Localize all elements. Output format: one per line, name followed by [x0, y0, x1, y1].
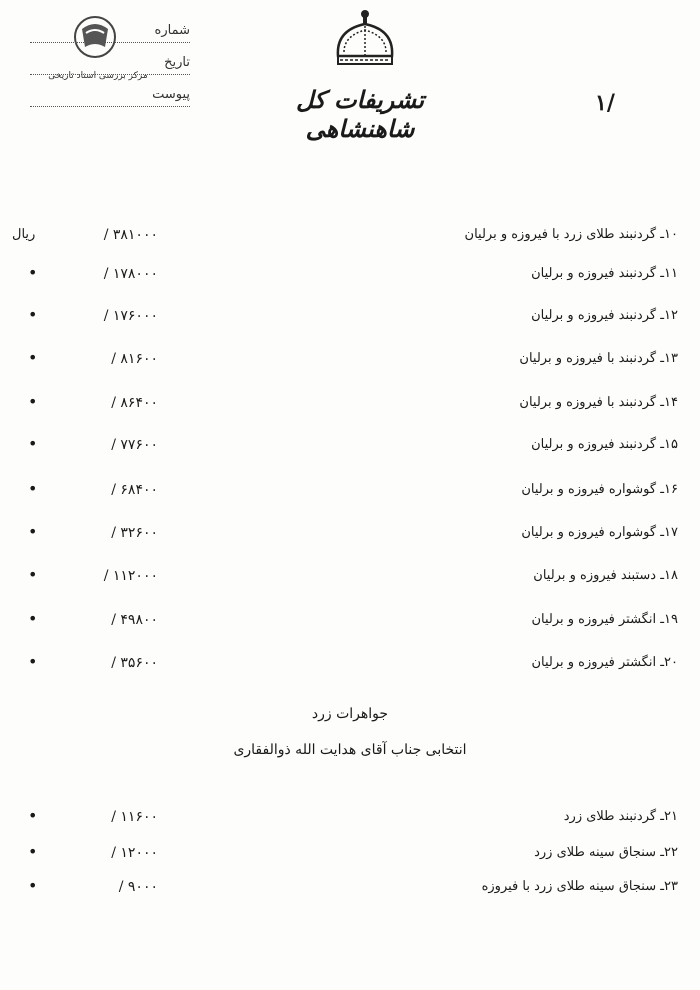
item-description: ۲۱ـ گردنبند طلای زرد	[563, 809, 678, 824]
item-amount: / ۶۸۴۰۰	[111, 482, 158, 498]
item-description: ۲۳ـ سنجاق سینه طلای زرد با فیروزه	[481, 879, 678, 894]
watermark-text: مرکز بررسی اسناد تاریخی	[48, 71, 148, 81]
item-amount: / ۱۲۰۰۰	[111, 845, 158, 861]
item-amount: / ۸۱۶۰۰	[111, 351, 158, 367]
item-description: ۱۶ـ گوشواره فیروزه و برلیان	[521, 482, 678, 497]
item-description: ۲۰ـ انگشتر فیروزه و برلیان	[531, 655, 678, 670]
item-description: ۱۹ـ انگشتر فیروزه و برلیان	[531, 612, 678, 627]
list-item	[0, 874, 700, 902]
item-amount: / ۸۶۴۰۰	[111, 395, 158, 411]
item-amount: / ۳۲۶۰۰	[111, 525, 158, 541]
ditto-mark: •	[28, 609, 38, 628]
item-amount: / ۱۱۶۰۰	[111, 809, 158, 825]
item-amount: / ۴۹۸۰۰	[111, 612, 158, 628]
section-subtitle: انتخابی جناب آقای هدایت الله ذوالفقاری	[233, 742, 467, 758]
item-description: ۱۸ـ دستبند فیروزه و برلیان	[533, 568, 678, 583]
ditto-mark: •	[28, 806, 38, 825]
item-amount: / ۱۷۶۰۰۰	[103, 308, 158, 324]
section-title: جواهرات زرد	[311, 706, 389, 722]
item-amount: / ۱۱۲۰۰۰	[103, 568, 158, 584]
item-amount: / ۷۷۶۰۰	[111, 437, 158, 453]
page-number: ۱/	[595, 90, 615, 116]
item-description: ۱۳ـ گردنبند با فیروزه و برلیان	[519, 351, 678, 366]
item-amount: / ۹۰۰۰	[118, 879, 158, 895]
field-number: شماره	[30, 22, 190, 43]
field-attachment: پیوست	[30, 86, 190, 107]
list-item	[0, 303, 700, 331]
item-amount: / ۱۷۸۰۰۰	[103, 266, 158, 282]
ditto-mark: •	[28, 522, 38, 541]
item-description: ۱۱ـ گردنبند فیروزه و برلیان	[531, 266, 678, 281]
ditto-mark: •	[28, 392, 38, 411]
item-description: ۲۲ـ سنجاق سینه طلای زرد	[534, 845, 678, 860]
item-description: ۱۰ـ گردنبند طلای زرد با فیروزه و برلیان	[464, 227, 678, 242]
crown-emblem	[330, 8, 400, 72]
list-item	[0, 390, 700, 418]
field-date: تاریخ	[30, 54, 190, 75]
list-item	[0, 477, 700, 505]
ditto-mark: •	[28, 842, 38, 861]
list-item	[0, 650, 700, 678]
item-description: ۱۵ـ گردنبند فیروزه و برلیان	[531, 437, 678, 452]
list-item	[0, 520, 700, 548]
item-description: ۱۴ـ گردنبند با فیروزه و برلیان	[519, 395, 678, 410]
ditto-mark: •	[28, 263, 38, 282]
list-item	[0, 432, 700, 460]
crown-icon	[330, 8, 400, 72]
item-description: ۱۷ـ گوشواره فیروزه و برلیان	[521, 525, 678, 540]
ditto-mark: •	[28, 348, 38, 367]
item-amount: / ۳۸۱۰۰۰	[103, 227, 158, 243]
list-item	[0, 607, 700, 635]
ditto-mark: •	[28, 434, 38, 453]
currency-label: ریال	[12, 227, 36, 242]
list-item	[0, 222, 700, 250]
item-description: ۱۲ـ گردنبند فیروزه و برلیان	[531, 308, 678, 323]
item-amount: / ۳۵۶۰۰	[111, 655, 158, 671]
ditto-mark: •	[28, 876, 38, 895]
list-item	[0, 804, 700, 832]
org-title: تشریفات کل شاهنشاهی	[295, 85, 424, 143]
ditto-mark: •	[28, 652, 38, 671]
list-item	[0, 563, 700, 591]
list-item	[0, 840, 700, 868]
list-item	[0, 261, 700, 289]
ditto-mark: •	[28, 479, 38, 498]
ditto-mark: •	[28, 565, 38, 584]
ditto-mark: •	[28, 305, 38, 324]
list-item	[0, 346, 700, 374]
